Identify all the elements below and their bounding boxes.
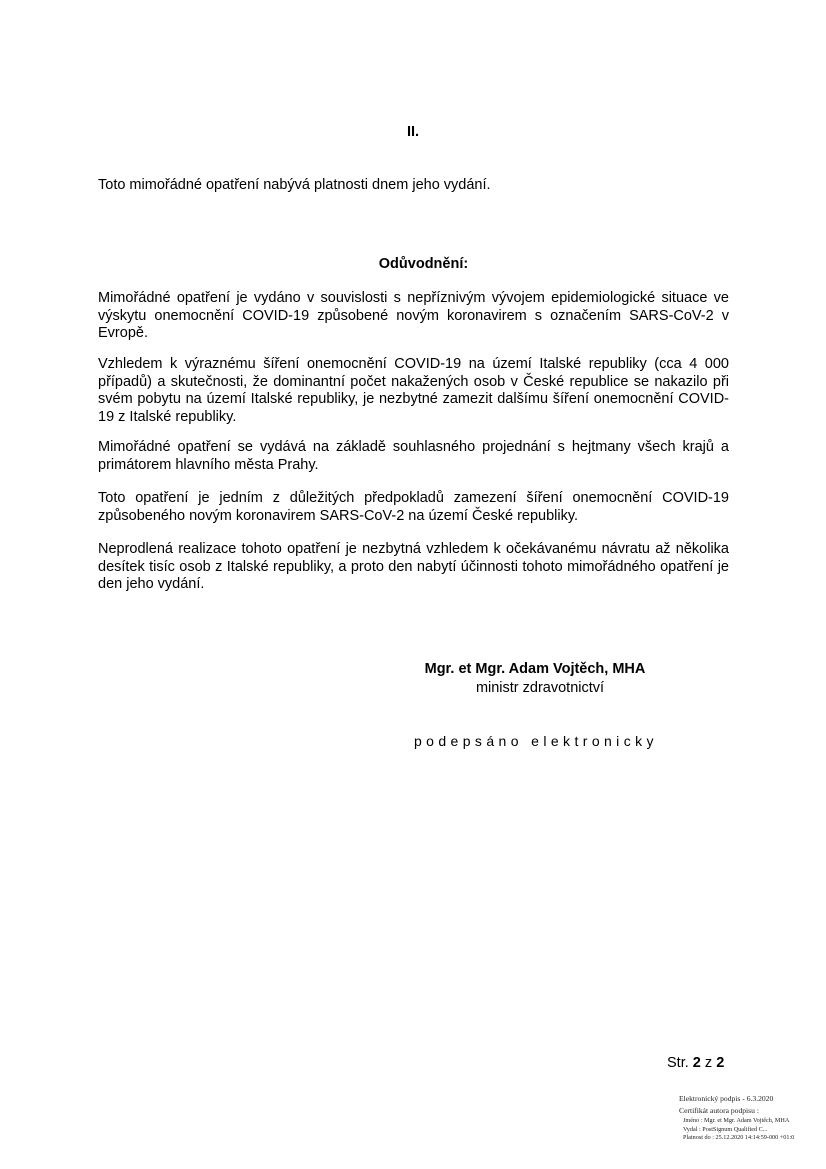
effect-sentence: Toto mimořádné opatření nabývá platnosti dnem jeho vydání.	[98, 177, 491, 193]
section-number: II.	[406, 124, 420, 140]
esig-line-issuer: Vydal : PostSignum Qualified C...	[683, 1125, 768, 1133]
page-number-prefix: Str.	[667, 1055, 689, 1071]
justification-paragraph-4: Toto opatření je jedním z důležitých předpokladů zamezení šíření onemocnění COVID-19 způsobeného novým koronavirem SARS-CoV-2 na území České republiky.	[98, 490, 729, 524]
page-number-total: 2	[716, 1055, 725, 1071]
signatory-name: Mgr. et Mgr. Adam Vojtěch, MHA	[424, 661, 646, 677]
esig-line-certificate: Certifikát autora podpisu :	[679, 1106, 759, 1115]
justification-paragraph-5: Neprodlená realizace tohoto opatření je nezbytná vzhledem k očekávanému návratu až několika desítek tisíc osob z Italské republiky, a proto den nabytí účinnosti tohoto mimořádného opatření je den jeho vydání.	[98, 541, 729, 592]
esig-line-validity: Platnost do : 25.12.2020 14:14:59-000 +01:0	[683, 1134, 795, 1141]
justification-heading: Odůvodnění:	[378, 256, 469, 272]
page-number	[667, 1055, 724, 1071]
page-number-separator: z	[704, 1055, 713, 1071]
page-number-current: 2	[692, 1055, 701, 1071]
justification-paragraph-3: Mimořádné opatření se vydává na základě souhlasného projednání s hejtmany všech krajů a primátorem hlavního města Prahy.	[98, 439, 729, 473]
esig-line-date: Elektronický podpis - 6.3.2020	[679, 1094, 774, 1103]
justification-paragraph-2: Vzhledem k výraznému šíření onemocnění COVID-19 na území Italské republiky (cca 4 000 případů) a skutečnosti, že dominantní počet nakažených osob v České republice se nakazilo při svém pobytu na území Italské republiky, je nezbytné zamezit dalšímu šíření onemocnění COVID-19 z Italské republiky.	[98, 356, 729, 425]
electronic-signature-stamp	[679, 1093, 826, 1143]
signatory-title: ministr zdravotnictví	[475, 680, 605, 696]
esig-line-name: Jméno : Mgr. et Mgr. Adam Vojtěch, MHA	[683, 1117, 790, 1124]
signed-electronically-note: podepsáno elektronicky	[414, 733, 658, 749]
justification-paragraph-1: Mimořádné opatření je vydáno v souvislosti s nepříznivým vývojem epidemiologické situace ve výskytu onemocnění COVID-19 způsobené novým koronavirem s označením SARS-CoV-2 v Evropě.	[98, 290, 729, 341]
